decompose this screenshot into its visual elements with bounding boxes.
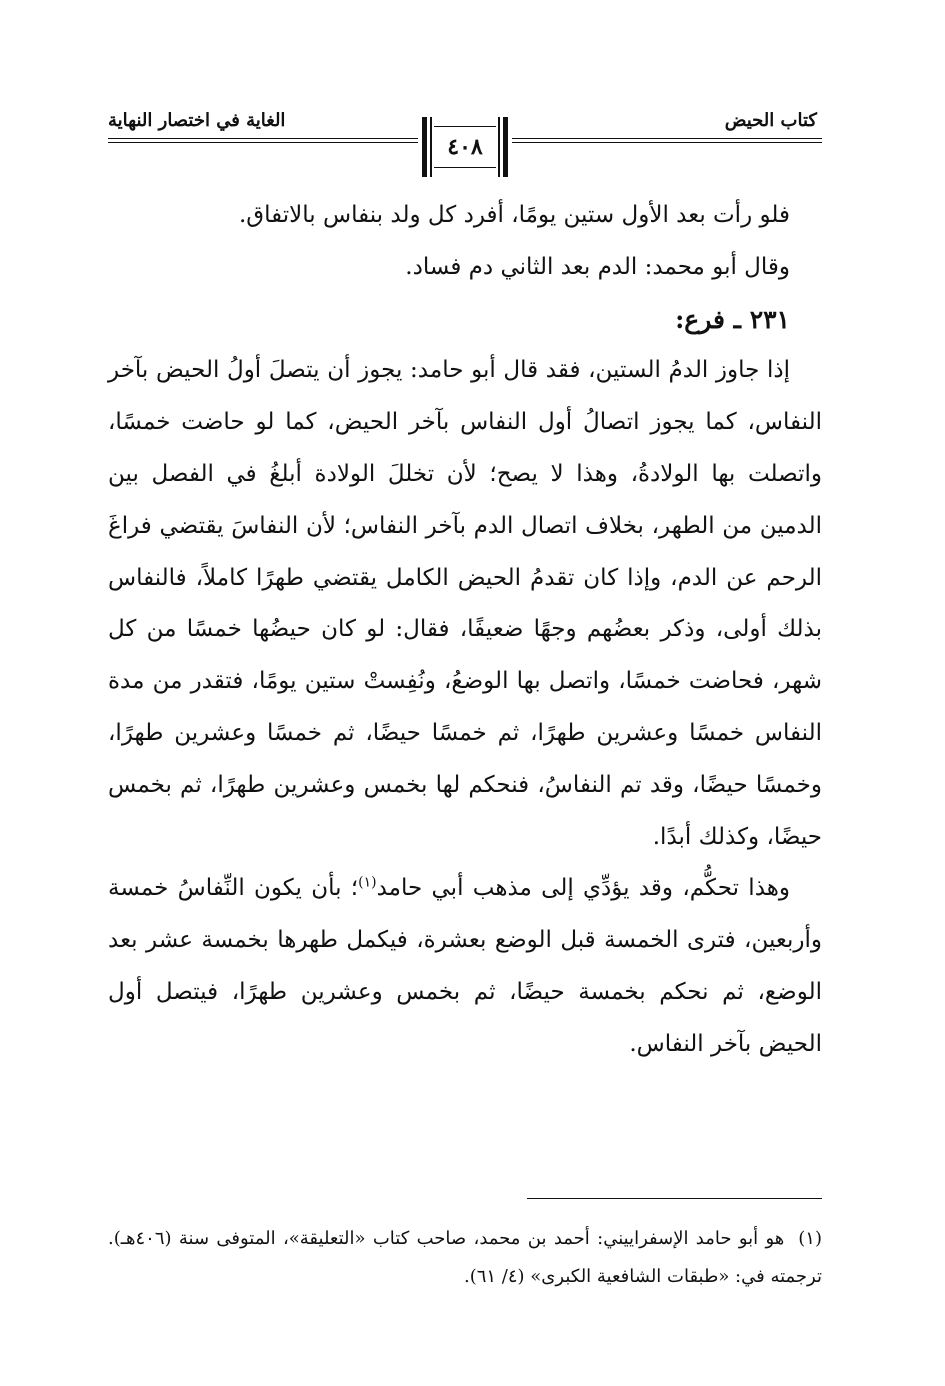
footnotes [108,1220,822,1296]
paragraph-4-part-1: وهذا تحكُّم، وقد يؤدِّي إلى مذهب أبي حامد [376,875,791,902]
paragraph-4 [108,863,822,1070]
section-heading-branch: ٢٣١ ـ فرع: [675,304,790,334]
running-header-book-title: الغاية في اختصار النهاية [108,110,286,131]
paragraph-4-part-2: ؛ بأن يكون النِّفاسُ خمسة وأربعين، فترى الخمسة قبل الوضع بعشرة، فيكمل طهرها بخمسة عشر بعد الوضع، ثم نحكم بخمسة حيضًا، ثم بخمس وعشرين طهرًا، فيتصل أول الحيض بآخر النفاس. [108,875,822,1057]
running-header-chapter: كتاب الحيض [724,110,817,131]
paragraph-1: فلو رأت بعد الأول ستين يومًا، أفرد كل ولد بنفاس بالاتفاق. [238,202,790,228]
paragraph-3: إذا جاوز الدمُ الستين، فقد قال أبو حامد: يجوز أن يتصلَ أولُ الحيض بآخر النفاس، كما يجوز اتصالُ أول النفاس بآخر الحيض، كما لو حاضت خمسًا، واتصلت بها الولادةُ، وهذا لا يصح؛ لأن تخللَ الولادة أبلغُ في الفصل بين الدمين من الطهر، بخلاف اتصال الدم بآخر النفاس؛ لأن النفاسَ يقتضي فراغَ الرحم عن الدم، وإذا كان تقدمُ الحيض الكامل يقتضي طهرًا كاملاً، فالنفاس بذلك أولى، وذكر بعضُهم وجهًا ضعيفًا، فقال: لو كان حيضُها خمسًا من كل شهر، فحاضت خمسًا، واتصل بها الوضعُ، ونُفِستْ ستين يومًا، فتقدر من مدة النفاس خمسًا وعشرين طهرًا، ثم خمسًا حيضًا، ثم خمسًا وعشرين طهرًا، وخمسًا حيضًا، وقد تم النفاسُ، فنحكم لها بخمس وعشرين طهرًا، ثم بخمس حيضًا، وكذلك أبدًا. [108,357,822,850]
main-text [108,190,822,1071]
footnote-reference[interactable]: (١) [358,874,377,891]
footnote-separator [527,1198,822,1199]
footnote-text: هو أبو حامد الإسفراييني: أحمد بن محمد، صاحب كتاب «التعليقة»، المتوفى سنة (٤٠٦هـ). ترجمته في: «طبقات الشافعية الكبرى» (٤/ ٦١). [108,1228,822,1287]
page-number-frame [418,117,512,177]
footnote-1 [108,1220,822,1296]
footnote-marker: (١) [798,1228,822,1249]
paragraph-2: وقال أبو محمد: الدم بعد الثاني دم فساد. [405,253,790,280]
page-number: ٤٠٨ [447,134,483,160]
